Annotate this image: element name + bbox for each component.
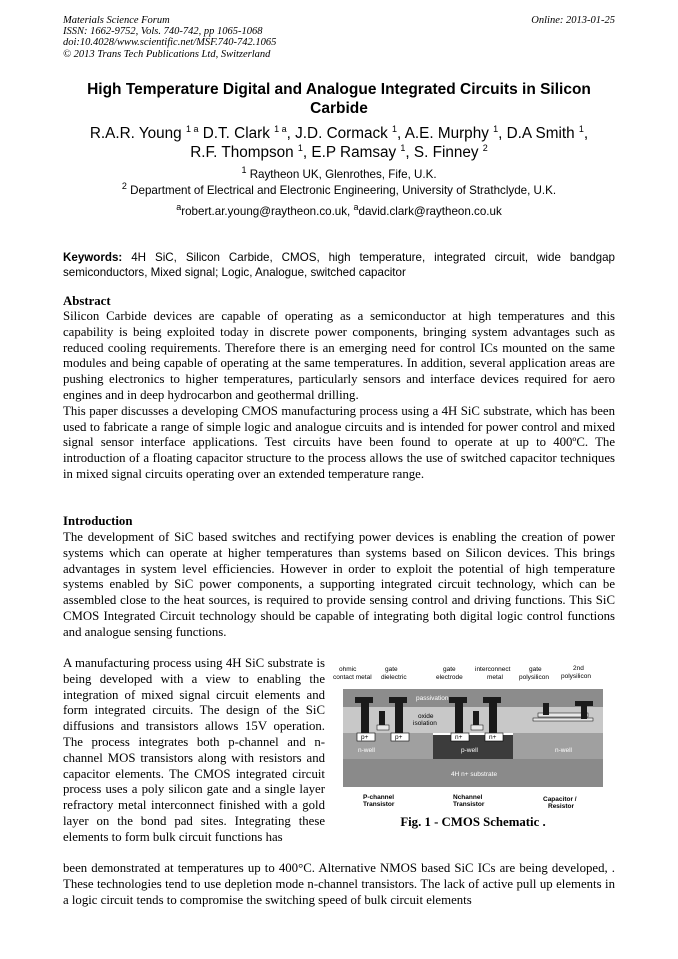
metal-contact-cap <box>355 697 373 703</box>
gate-poly-p <box>377 725 389 730</box>
affiliation-2: $^2$ Department of Electrical and Electronic Engineering, University of Strathclyde, U.K. <box>121 180 557 197</box>
author-name: E.P Ramsay <box>311 144 397 161</box>
label-gate: gate <box>385 666 398 673</box>
author-affil: 1 a <box>274 123 287 134</box>
label-p-transistor: Transistor <box>363 801 395 808</box>
abstract-paragraph-2: This paper discusses a developing CMOS manufacturing process using a 4H SiC substrate, which has been used to fabricate a range of simple logic and analogue circuits and is intended for power control and mixed signal sensor interface applications. Test circuits have been found to operate at up to 400ºC. The introduction of a floating capacitor structure to the process allows the use of switched capacitor techniques in mixed signal circuits operating over an extended temperature range. <box>63 403 615 481</box>
n-well-right <box>513 733 603 759</box>
gate-poly-n <box>471 725 483 730</box>
author-name: R.F. Thompson <box>190 144 294 161</box>
keywords <box>63 250 615 280</box>
introduction-paragraph-1: The development of SiC based switches and rectifying power devices is enabling the creation of power systems which can operate at higher temperatures than systems based on Silicon devices. This brings advantages in system level efficiencies. However in order to exploit the potential of high temperature systems enabled by SiC power components, a supporting integrated circuit technology, which can be assembled close to the heat sources, is required to provide sensing control and driving functions. This SiC CMOS Integrated Circuit technology should be capable of integrating both digital logic control functions and analogue sensing functions. <box>63 530 615 639</box>
author-name: R.A.R. Young <box>89 125 182 142</box>
label-n-transistor: Transistor <box>453 801 485 808</box>
author-name: A.E. Murphy <box>404 125 489 142</box>
metal-contact <box>489 699 497 733</box>
passivation-layer <box>343 689 603 707</box>
label-p-plus-2: p+ <box>395 734 403 741</box>
introduction-heading: Introduction <box>63 514 133 528</box>
label-p-well: p-well <box>461 747 478 754</box>
metal-gate <box>473 711 479 725</box>
journal-copyright: © 2013 Trans Tech Publications Ltd, Switzerland <box>63 48 271 60</box>
metal-contact <box>395 699 403 733</box>
author-list <box>63 124 615 162</box>
journal-header <box>63 15 276 60</box>
label-gate-3: gate <box>529 666 542 673</box>
metal-contact <box>361 699 369 733</box>
label-substrate: 4H n+ substrate <box>451 771 498 778</box>
metal-contact-cap <box>449 697 467 703</box>
cmos-schematic-figure <box>333 663 613 833</box>
introduction-paragraph-2-continued: been demonstrated at temperatures up to 400°C. Alternative NMOS based SiC ICs are being developed, . These technologies tend to use depletion mode n-channel transistors. The lack of active pull up elements in a logic circuit tends to compromise the switching speed of bulk circuit elements <box>63 861 615 907</box>
journal-name: Materials Science Forum <box>63 15 170 26</box>
paper-title-line2: Carbide <box>310 100 368 117</box>
label-ohmic: ohmic <box>339 666 357 673</box>
label-capacitor: Capacitor / <box>543 796 577 803</box>
keywords-label: Keywords: <box>63 251 123 264</box>
cmos-schematic-diagram <box>333 663 613 813</box>
figure-caption: Fig. 1 - CMOS Schematic . <box>400 815 546 829</box>
affiliation-1: $^1$ Raytheon UK, Glenrothes, Fife, U.K. <box>241 165 437 181</box>
label-n-channel: Nchannel <box>453 794 483 801</box>
label-2nd: 2nd <box>573 665 584 672</box>
label-n-plus-1: n+ <box>455 734 463 741</box>
label-resistor: Resistor <box>548 803 575 810</box>
email-2: david.clark@raytheon.co.uk <box>358 205 502 218</box>
author-affil: 1 <box>400 142 406 153</box>
author-name: D.A Smith <box>506 125 575 142</box>
abstract-heading: Abstract <box>63 294 111 308</box>
n-well-left <box>343 733 433 759</box>
label-dielectric: dielectric <box>381 674 407 681</box>
author-name: S. Finney <box>413 144 479 161</box>
abstract-paragraph-1: Silicon Carbide devices are capable of operating as a semiconductor at high temperatures and this capability is being exploited today in discrete power components, bringing system advantages such as reduced cooling requirements. Therefore there is an emerging need for control ICs mounted on the same modules and being capable of operating at the same temperatures. In addition, several application areas are pushing electronics to higher temperatures, particularly sensors and interface devices required for aero engines and in deep hydrocarbon and geothermal drilling. <box>63 309 615 402</box>
keywords-text: 4H SiC, Silicon Carbide, CMOS, high temperature, integrated circuit, wide bandgap semiconductors, Mixed signal; Logic, Analogue, switched capacitor <box>63 251 615 279</box>
label-n-plus-2: n+ <box>489 734 497 741</box>
author-name: D.T. Clark <box>202 125 270 142</box>
email-1: robert.ar.young@raytheon.co.uk, <box>181 205 351 218</box>
label-oxide: oxide <box>418 713 434 720</box>
device-labels <box>363 794 577 810</box>
author-affil: 1 <box>297 142 303 153</box>
journal-doi: doi:10.4028/www.scientific.net/MSF.740-742.1065 <box>63 37 277 49</box>
label-metal: metal <box>487 674 503 681</box>
label-passivation: passivation <box>416 695 449 702</box>
metal-gate <box>379 711 385 725</box>
label-p-channel: P-channel <box>363 794 395 801</box>
paper-title-line1: High Temperature Digital and Analogue Integrated Circuits in Silicon <box>87 81 591 98</box>
metal-contact <box>455 699 463 733</box>
label-electrode: electrode <box>436 674 463 681</box>
label-2nd-polysilicon: polysilicon <box>561 673 591 680</box>
metal-cap-contact-top <box>575 701 593 706</box>
author-emails: $^a$robert.ar.young@raytheon.co.uk, $^a$david.clark@raytheon.co.uk <box>176 202 502 218</box>
author-affil: 1 <box>578 123 584 134</box>
author-line-2: R.F. Thompson $^1$, E.P Ramsay $^1$, S. Finney $^2$ <box>190 142 488 161</box>
metal-contact-cap <box>389 697 407 703</box>
online-date: Online: 2013-01-25 <box>531 15 615 26</box>
journal-issn: ISSN: 1662-9752, Vols. 740-742, pp 1065-1068 <box>63 26 263 38</box>
author-affil: 1 <box>392 123 398 134</box>
paper-title <box>63 80 615 118</box>
label-gate-2: gate <box>443 666 456 673</box>
label-n-well-2: n-well <box>555 747 572 754</box>
author-affil: 1 <box>493 123 499 134</box>
affiliations <box>63 167 615 198</box>
label-polysilicon: polysilicon <box>519 674 549 681</box>
metal-contact-cap <box>483 697 501 703</box>
abstract-body <box>63 309 615 483</box>
label-contact-metal: contact metal <box>333 674 372 681</box>
metal-cap-contact <box>543 703 549 715</box>
author-affil: 2 <box>482 142 488 153</box>
author-affil: 1 a <box>185 123 199 134</box>
label-isolation: isolation <box>413 720 437 727</box>
label-interconnect: interconnect <box>475 666 511 673</box>
label-n-well-1: n-well <box>358 747 375 754</box>
author-line-1: R.A.R. Young $^{1 a}$ D.T. Clark $^{1 a}$, J.D. Cormack $^1$, A.E. Murphy $^1$, D.A Smith $^1$, <box>89 123 589 142</box>
label-p-plus-1: p+ <box>361 734 369 741</box>
introduction-paragraph-2-column: A manufacturing process using 4H SiC substrate is being developed with a view to enabling the integration of mixed signal circuit elements and form integrated circuits. The design of the SiC diffusions and transistors allows 15V operation. The process integrates both p-channel and n-channel MOS transistors along with resistors and capacitor elements. The CMOS integrated circuit process uses a poly silicon gate and a single layer refractory metal interconnect finished with a gold layer on the bond pad sites. Integrating these elements to form bulk circuit functions has <box>63 656 325 844</box>
author-name: J.D. Cormack <box>295 125 388 142</box>
